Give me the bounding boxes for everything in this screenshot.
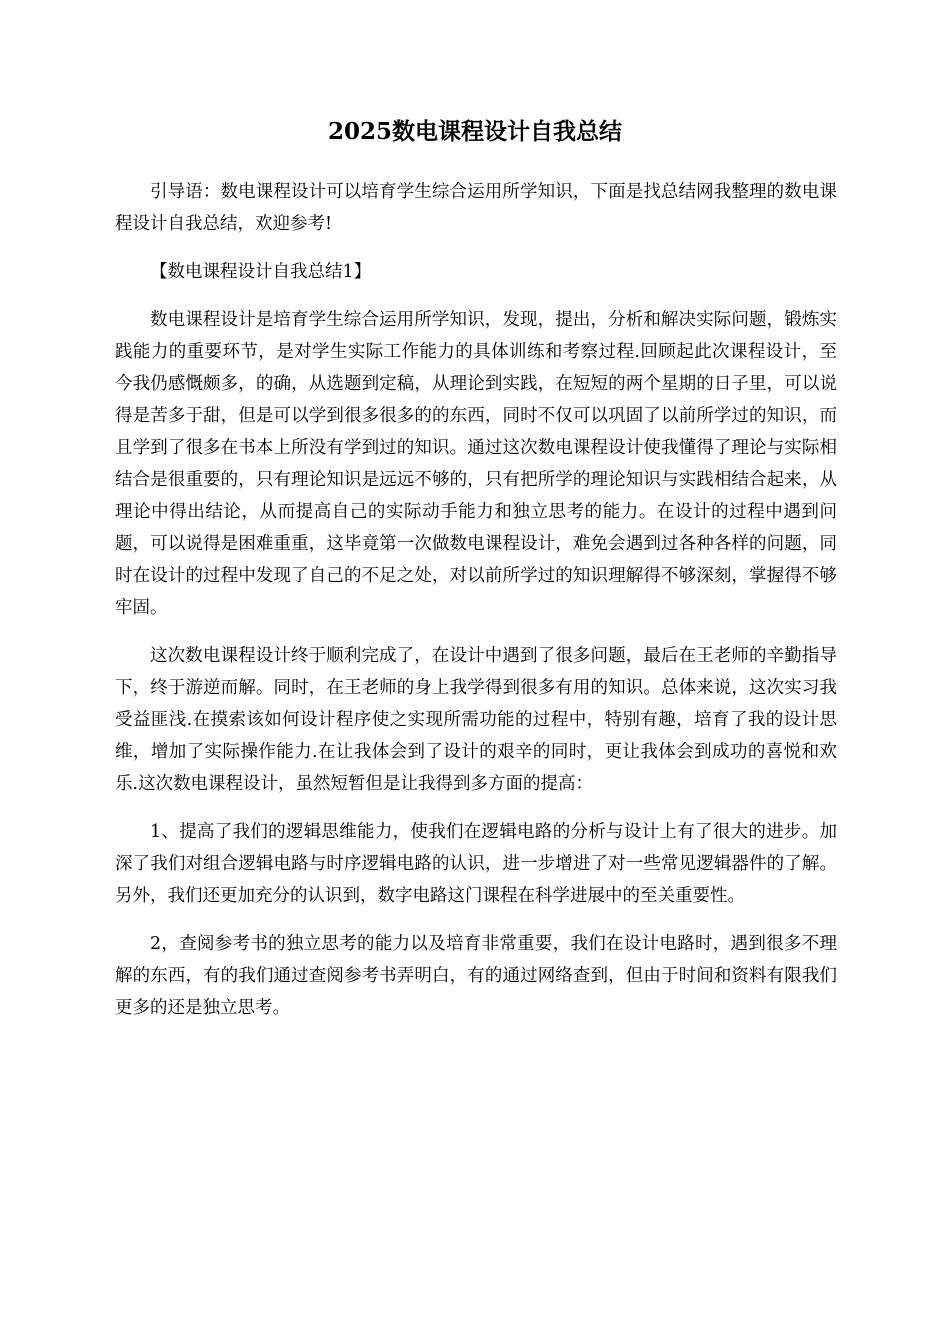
intro-paragraph: 引导语：数电课程设计可以培育学生综合运用所学知识，下面是找总结网我整理的数电课程设计自我总结，欢迎参考! (115, 182, 837, 234)
document-title: 2025数电课程设计自我总结 (327, 118, 622, 145)
document-body (115, 176, 837, 1040)
section-heading: 【数电课程设计自我总结1】 (150, 262, 372, 282)
body-paragraph-3: 1、提高了我们的逻辑思维能力，使我们在逻辑电路的分析与设计上有了很大的进步。加深了我们对组合逻辑电路与时序逻辑电路的认识，进一步增进了对一些常见逻辑器件的了解。另外，我们还更加充分的认识到，数字电路这门课程在科学进展中的至关重要性。 (115, 822, 837, 906)
body-paragraph-2: 这次数电课程设计终于顺利完成了，在设计中遇到了很多问题，最后在王老师的辛勤指导下，终于游逆而解。同时，在王老师的身上我学得到很多有用的知识。总体来说，这次实习我受益匪浅.在摸索该如何设计程序使之实现所需功能的过程中，特别有趣，培育了我的设计思维，增加了实际操作能力.在让我体会到了设计的艰辛的同时，更让我体会到成功的喜悦和欢乐.这次数电课程设计，虽然短暂但是让我得到多方面的提高： (115, 646, 837, 794)
body-paragraph-4: 2，查阅参考书的独立思考的能力以及培育非常重要，我们在设计电路时，遇到很多不理解的东西，有的我们通过查阅参考书弄明白，有的通过网络查到，但由于时间和资料有限我们更多的还是独立思考。 (115, 934, 837, 1018)
body-paragraph-1: 数电课程设计是培育学生综合运用所学知识，发现，提出，分析和解决实际问题，锻炼实践能力的重要环节，是对学生实际工作能力的具体训练和考察过程.回顾起此次课程设计，至今我仍感慨颇多，的确，从选题到定稿，从理论到实践，在短短的两个星期的日子里，可以说得是苦多于甜，但是可以学到很多很多的的东西，同时不仅可以巩固了以前所学过的知识，而且学到了很多在书本上所没有学到过的知识。通过这次数电课程设计使我懂得了理论与实际相结合是很重要的，只有理论知识是远远不够的，只有把所学的理论知识与实践相结合起来，从理论中得出结论，从而提高自己的实际动手能力和独立思考的能力。在设计的过程中遇到问题，可以说得是困难重重，这毕竟第一次做数电课程设计，难免会遇到过各种各样的问题，同时在设计的过程中发现了自己的不足之处，对以前所学过的知识理解得不够深刻，掌握得不够牢固。 (115, 310, 837, 618)
